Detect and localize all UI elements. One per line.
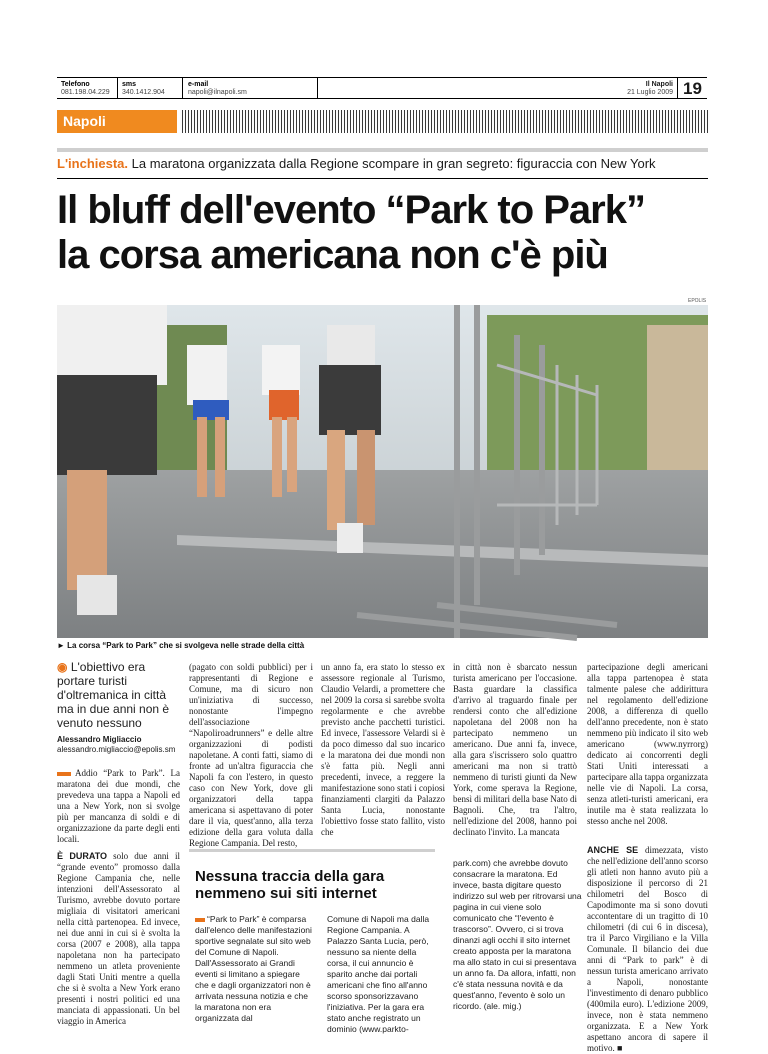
phone-value: 081.198.04.229 bbox=[61, 89, 110, 96]
box-paragraph: “Park to Park” è comparsa dall'elenco delle manifestazioni sportive segnalate sul sito web del Comune di Napoli. Dall'Assessorato ai Grandi eventi si limitano a spiegare che e dagli organizzatori non è arrivata nessuna notizia e che la maratona non era organizzata dal bbox=[195, 914, 312, 1023]
phone-contact bbox=[61, 81, 110, 97]
body-paragraph: partecipazione degli americani alla tappa partenopea è stata talmente palese che addirittura nel regolamento dell'edizione 2008, a differenza di quello dell'anno precedente, non è stato nemmeno più indicato il sito web americano (www.nyrrorg) dedicato ai concorrenti degli Stati Uniti interessati a partecipare alla tappa organizzata nelle vie di Napoli. La corsa, senza atleti-turisti americani, era inutile ma è stata realizzata lo stesso anche nel 2008. bbox=[587, 662, 708, 826]
email-value: napoli@ilnapoli.sm bbox=[188, 89, 247, 96]
kicker bbox=[57, 156, 656, 172]
headline-line-2: la corsa americana non c'è più bbox=[57, 233, 608, 277]
box-column-3 bbox=[453, 858, 583, 1012]
body-paragraph: solo due anni il “grande evento” promosso dalla Regione Campania che, nelle intenzioni dell'Assessorato al Turismo, avrebbe dovuto portare migliaia di visitatori americani nella città partenopea. Ed invece, nei due anni in cui si è svolta la corsa (2007 e 2008), alla tappa napoletana non ha partecipato nemmeno un atleta proveniente dagli Stati Uniti mentre a quella che si è svolta a New York erano presenti i nostri politici ed una manciata di appassionati. Un bel viaggio in America bbox=[57, 851, 181, 1026]
headline-line-1: Il bluff dell'evento “Park to Park” bbox=[57, 188, 645, 232]
kicker-text: La maratona organizzata dalla Regione scompare in gran segreto: figuraccia con New York bbox=[131, 156, 656, 171]
divider bbox=[117, 78, 118, 99]
column-1-top bbox=[57, 768, 180, 845]
author-name: Alessandro Migliaccio bbox=[57, 735, 142, 744]
column-3 bbox=[321, 662, 445, 838]
box-column-1 bbox=[195, 914, 313, 1024]
box-title: Nessuna traccia della gara nemmeno sui siti internet bbox=[195, 868, 385, 902]
masthead-strip bbox=[57, 77, 707, 99]
column-5 bbox=[587, 662, 708, 1054]
pullquote bbox=[57, 660, 175, 730]
runners-illustration bbox=[57, 305, 708, 638]
phone-label: Telefono bbox=[61, 81, 90, 88]
sms-value: 340.1412.904 bbox=[122, 89, 165, 96]
sms-label: sms bbox=[122, 81, 137, 88]
page-number: 19 bbox=[677, 78, 707, 99]
photo-credit: EPOLIS bbox=[688, 298, 707, 304]
box-paragraph: Comune di Napoli ma dalla Regione Campania. A Palazzo Santa Lucia, però, nessuno sa niente della corsa, il cui annuncio è sparito anche dai portali americani che fino all'anno scorso sponsorizzavano l'iniziativa. Per la gara era stato anche registrato un dominio (www.parkto- bbox=[327, 914, 430, 1034]
body-paragraph: in città non è sbarcato nessun turista americano per l'occasione. Basta guardare la classifica d'arrivo al traguardo finale per rendersi conto che all'edizione napoletana del 2008 non ha partecipato nemmeno un americano. Due anni fa, invece, alla gara s'iscrissero solo quattro americani ma non si trattò nemmeno di turisti giunti da New York, come sperava la Regione, bensì di militari della base Nato di Bagnoli. Che, tra l'altro, nell'edizione del 2008, hanno poi declinato l'invito. La mancata bbox=[453, 662, 577, 837]
race-photo bbox=[57, 305, 708, 638]
bullet-icon: ◉ bbox=[57, 660, 68, 674]
divider bbox=[317, 78, 318, 99]
body-paragraph: dimezzata, visto che nell'edizione dell'anno scorso gli atleti non hanno avuto più a disposizione il percorso di 21 chilometri del Bosco di Capodimonte ma si sono dovuti accontentare di un tragitto di 10 chilometri (di cui 6 in discesa), tra il Parco Virgiliano e la Villa Comunale. Il bilancio dei due anni di “Park to park” è di nessun turista americano arrivato a Napoli, nonostante l'investimento di denaro pubblico (400mila euro). L'edizione 2009, invece, non è stata nemmeno organizzata. E a New York aspettano ancora di sapere il motivo. ■ bbox=[587, 845, 708, 1053]
paper-info bbox=[627, 81, 673, 97]
email-contact bbox=[188, 81, 247, 97]
body-paragraph: (pagato con soldi pubblici) per i rappresentanti di Regione e Comune, ma di sicuro non un'iniziativa di successo, nonostante l'impegno dell'associazione “Napoliroadrunners” e delle altre organizzazioni di podisti napoletane. A conti fatti, siamo di fronte ad un'altra figuraccia che Napoli fa con l'estero, in questo caso con New York, dove gli organizzatori della tappa americana si aspettavano di poter dare il via, quest'anno, alla terza edizione della gara voluta dalla Regione Campania. Del resto, bbox=[189, 662, 313, 848]
body-paragraph: un anno fa, era stato lo stesso ex assessore regionale al Turismo, Claudio Velardi, a promettere che nel 2009 la corsa si sarebbe svolta regolarmente e che avrebbe previsto anche pacchetti turistici. Ed invece, l'assessore Velardi si è da poco dimesso dal suo incarico e la maratona dei due mondi non s'è fatta più. Negli anni precedenti, invece, a reggere la manifestazione sono stati i copiosi finanziamenti clargiti da Palazzo Santa Lucia, nonostante l'obiettivo fosse stato fallito, visto che bbox=[321, 662, 445, 837]
kicker-keyword: L'inchiesta. bbox=[57, 156, 128, 171]
lead-in: ANCHE SE bbox=[587, 845, 639, 855]
photo-caption: ► La corsa “Park to Park” che si svolgeva nelle strade della città bbox=[57, 641, 305, 650]
box-column-2 bbox=[327, 914, 435, 1035]
paragraph-marker bbox=[195, 918, 205, 922]
intro-paragraph: Addio “Park to Park”. La maratona dei due mondi, che prevedeva una tappa a Napoli ed una a New York, non si svolge più per mancanza di soldi e di organizzazione da parte degli enti locali. bbox=[57, 768, 180, 844]
divider bbox=[57, 148, 708, 152]
pullquote-text: L'obiettivo era portare turisti d'oltremanica in città ma in due anni non è venuto nessuno bbox=[57, 660, 170, 730]
section-label: Napoli bbox=[57, 110, 177, 133]
paper-name: Il Napoli bbox=[645, 81, 673, 88]
column-4 bbox=[453, 662, 577, 838]
sms-contact bbox=[122, 81, 165, 97]
email-label: e-mail bbox=[188, 81, 209, 88]
box-paragraph: park.com) che avrebbe dovuto consacrare la maratona. Ed invece, basta digitare questo indirizzo sul web per ritrovarsi una pagina in cui viene solo comunicato che “l'evento è trascorso”. Ovvero, ci si trova dinanzi agli occhi il sito internet creato apposta per la maratona ma allo stato in cui si presentava un anno fa. Da allora, infatti, non c'è stata nessuna novità e da quest'anno, l'evento è solo un ricordo. (ale. mig.) bbox=[453, 858, 582, 1011]
decorative-barcode bbox=[182, 110, 708, 133]
column-1-bottom bbox=[57, 851, 180, 1027]
lead-in: È DURATO bbox=[57, 851, 108, 861]
author-email: alessandro.migliaccio@epolis.sm bbox=[57, 745, 176, 754]
headline bbox=[57, 188, 717, 278]
paragraph-marker bbox=[57, 772, 71, 776]
divider bbox=[182, 78, 183, 99]
divider bbox=[57, 178, 708, 179]
column-2 bbox=[189, 662, 313, 849]
issue-date: 21 Luglio 2009 bbox=[627, 89, 673, 96]
sidebar-box bbox=[189, 849, 435, 1034]
byline bbox=[57, 735, 175, 755]
